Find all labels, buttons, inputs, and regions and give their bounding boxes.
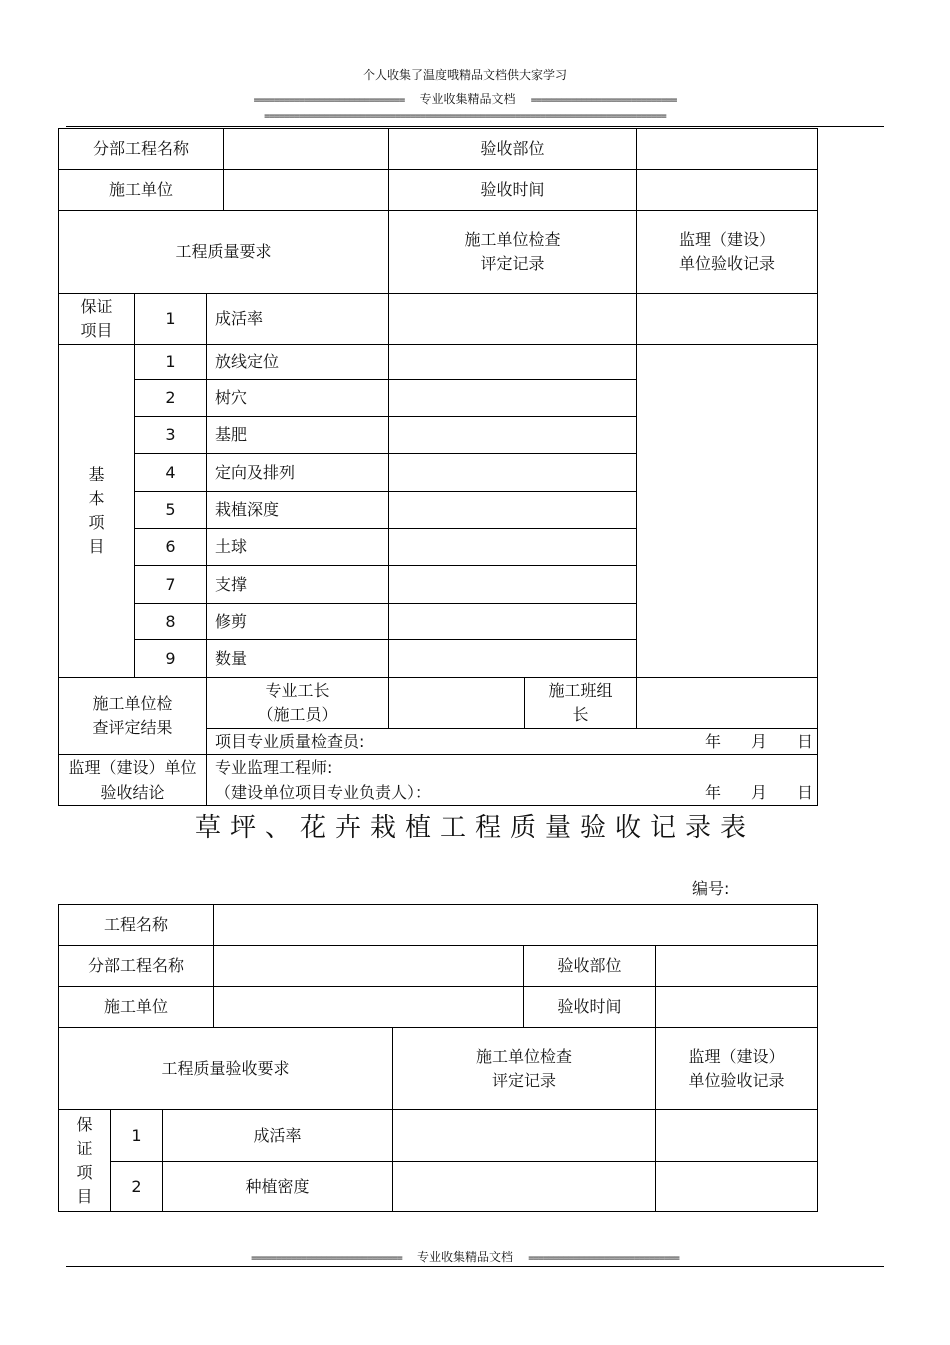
basic-item-check-field[interactable] <box>389 345 637 380</box>
guarantee-item-name: 成活率 <box>163 1110 393 1162</box>
sub-project-name-label: 分部工程名称 <box>59 946 214 987</box>
team-leader-label-line1: 施工班组 <box>548 681 613 700</box>
basic-item-name: 树穴 <box>207 380 389 417</box>
basic-item-name: 放线定位 <box>207 345 389 380</box>
supervisor-record-header <box>637 211 818 294</box>
basic-item-name: 基肥 <box>207 417 389 454</box>
guarantee-items-label-line1: 保证 <box>80 297 113 316</box>
constructor-label: 施工单位 <box>59 170 224 211</box>
supervisor-record-header <box>656 1028 818 1110</box>
quality-requirement-header: 工程质量要求 <box>59 211 389 294</box>
header-mid-right-rule: ============================= <box>530 95 677 106</box>
sub-project-name-field[interactable] <box>224 129 389 170</box>
guarantee-item-no: 1 <box>111 1110 163 1162</box>
accept-time-label: 验收时间 <box>524 987 656 1028</box>
basic-item-no: 9 <box>135 640 207 678</box>
date-day: 日 <box>797 783 814 802</box>
basic-item-name: 土球 <box>207 529 389 566</box>
basic-item-name: 栽植深度 <box>207 492 389 529</box>
guarantee-item-no: 2 <box>111 1162 163 1212</box>
basic-items-label-char: 基 <box>88 465 105 484</box>
guarantee-items-label-char: 保 <box>76 1114 93 1134</box>
supervisor-record-header-line2: 单位验收记录 <box>679 254 776 273</box>
basic-item-name: 支撑 <box>207 566 389 604</box>
guarantee-items-label <box>59 294 135 345</box>
basic-item-check-field[interactable] <box>389 492 637 529</box>
inspector-sign-line <box>215 730 813 754</box>
constructor-field[interactable] <box>224 170 389 211</box>
sub-project-name-label: 分部工程名称 <box>59 129 224 170</box>
check-record-header <box>393 1028 656 1110</box>
guarantee-items-label-char: 目 <box>76 1186 93 1206</box>
date-month: 月 <box>751 783 768 802</box>
footer-underline <box>66 1266 884 1267</box>
guarantee-item-supervisor-field[interactable] <box>656 1110 818 1162</box>
lawn-flower-acceptance-table <box>58 904 818 1212</box>
accept-location-label: 验收部位 <box>389 129 637 170</box>
basic-items-supervisor-field[interactable] <box>637 345 818 678</box>
basic-item-name: 定向及排列 <box>207 454 389 492</box>
guarantee-items-label-line2: 项目 <box>80 321 113 340</box>
header-top-line: 个人收集了温度哦精品文档供大家学习 <box>362 68 567 82</box>
check-record-header-line2: 评定记录 <box>480 254 545 273</box>
check-record-header <box>389 211 637 294</box>
accept-time-field[interactable] <box>637 170 818 211</box>
basic-item-no: 4 <box>135 454 207 492</box>
foreman-label-line1: 专业工长 <box>265 681 330 700</box>
accept-location-field[interactable] <box>656 946 818 987</box>
construction-result-label-line1: 施工单位检 <box>92 694 173 713</box>
basic-items-label <box>59 345 135 678</box>
footer-right-rule: ============================== <box>528 1253 679 1264</box>
basic-item-no: 7 <box>135 566 207 604</box>
constructor-label: 施工单位 <box>59 987 214 1028</box>
quality-requirement-header: 工程质量验收要求 <box>59 1028 393 1110</box>
basic-item-check-field[interactable] <box>389 604 637 640</box>
basic-item-name: 修剪 <box>207 604 389 640</box>
engineer-label: 专业监理工程师: <box>215 758 333 777</box>
basic-item-no: 3 <box>135 417 207 454</box>
date-year: 年 <box>704 783 721 802</box>
supervisor-conclusion-label-line1: 监理（建设）单位 <box>68 758 197 777</box>
tree-planting-acceptance-table <box>58 128 818 806</box>
supervisor-record-header-line1: 监理（建设） <box>679 230 776 249</box>
project-name-label: 工程名称 <box>59 905 214 946</box>
guarantee-item-name: 种植密度 <box>163 1162 393 1212</box>
accept-time-field[interactable] <box>656 987 818 1028</box>
guarantee-item-check-field[interactable] <box>393 1110 656 1162</box>
basic-item-check-field[interactable] <box>389 380 637 417</box>
inspector-sign-row[interactable] <box>207 729 818 755</box>
check-record-header-line1: 施工单位检查 <box>476 1046 573 1066</box>
date-year: 年 <box>704 731 721 751</box>
guarantee-item-check-field[interactable] <box>389 294 637 345</box>
basic-item-no: 5 <box>135 492 207 529</box>
supervisor-sign-row[interactable] <box>207 755 818 806</box>
guarantee-item-supervisor-field[interactable] <box>637 294 818 345</box>
accept-time-label: 验收时间 <box>389 170 637 211</box>
footer-left-rule: ============================== <box>251 1253 402 1264</box>
foreman-signature-field[interactable] <box>389 678 525 729</box>
supervisor-date <box>675 780 813 805</box>
header-bottom-rule: ================================================================================ <box>264 111 666 122</box>
header-underline <box>66 126 884 127</box>
header-mid-left-rule: ============================== <box>253 95 405 106</box>
team-leader-label <box>525 678 637 729</box>
accept-location-label: 验收部位 <box>524 946 656 987</box>
owner-sign-line <box>215 780 813 805</box>
date-month: 月 <box>751 731 768 751</box>
basic-item-no: 8 <box>135 604 207 640</box>
supervisor-record-header-line1: 监理（建设） <box>688 1046 785 1066</box>
foreman-label-line2: （施工员） <box>257 705 338 724</box>
basic-item-no: 2 <box>135 380 207 417</box>
basic-item-no: 1 <box>135 345 207 380</box>
guarantee-items-label-char: 项 <box>76 1162 93 1182</box>
basic-item-no: 6 <box>135 529 207 566</box>
supervisor-conclusion-label-line2: 验收结论 <box>100 783 165 802</box>
header-mid-line <box>0 92 930 108</box>
foreman-label <box>207 678 389 729</box>
constructor-field[interactable] <box>214 987 524 1028</box>
basic-item-check-field[interactable] <box>389 417 637 454</box>
guarantee-item-check-field[interactable] <box>393 1162 656 1212</box>
inspector-date <box>675 730 813 754</box>
basic-item-check-field[interactable] <box>389 566 637 604</box>
check-record-header-line2: 评定记录 <box>492 1070 557 1090</box>
lawn-flower-table-title: 草坪、花卉栽植工程质量验收记录表 <box>194 813 755 843</box>
basic-items-label-char: 目 <box>88 537 105 556</box>
guarantee-item-no: 1 <box>135 294 207 345</box>
owner-label: （建设单位项目专业负责人）： <box>215 783 432 802</box>
supervisor-conclusion-label <box>59 755 207 806</box>
check-record-header-line1: 施工单位检查 <box>464 230 561 249</box>
date-day: 日 <box>797 731 814 751</box>
footer-line <box>0 1250 930 1266</box>
guarantee-item-supervisor-field[interactable] <box>656 1162 818 1212</box>
construction-result-label-line2: 查评定结果 <box>92 718 173 737</box>
sub-project-name-field[interactable] <box>214 946 524 987</box>
guarantee-items-label <box>59 1110 111 1212</box>
header-mid-text: 专业收集精品文档 <box>419 92 516 106</box>
basic-items-label-char: 项 <box>88 513 105 532</box>
basic-item-check-field[interactable] <box>389 529 637 566</box>
construction-result-label <box>59 678 207 755</box>
supervisor-record-header-line2: 单位验收记录 <box>688 1070 785 1090</box>
accept-location-field[interactable] <box>637 129 818 170</box>
footer-text: 专业收集精品文档 <box>416 1250 513 1264</box>
guarantee-item-name: 成活率 <box>207 294 389 345</box>
guarantee-items-label-char: 证 <box>76 1138 93 1158</box>
serial-number-label: 编号: <box>692 879 730 898</box>
inspector-label: 项目专业质量检查员: <box>215 731 365 751</box>
basic-items-label-char: 本 <box>88 489 105 508</box>
team-leader-label-line2: 长 <box>572 705 589 724</box>
basic-item-name: 数量 <box>207 640 389 678</box>
basic-item-check-field[interactable] <box>389 640 637 678</box>
team-leader-signature-field[interactable] <box>637 678 818 729</box>
project-name-field[interactable] <box>214 905 818 946</box>
basic-item-check-field[interactable] <box>389 454 637 492</box>
